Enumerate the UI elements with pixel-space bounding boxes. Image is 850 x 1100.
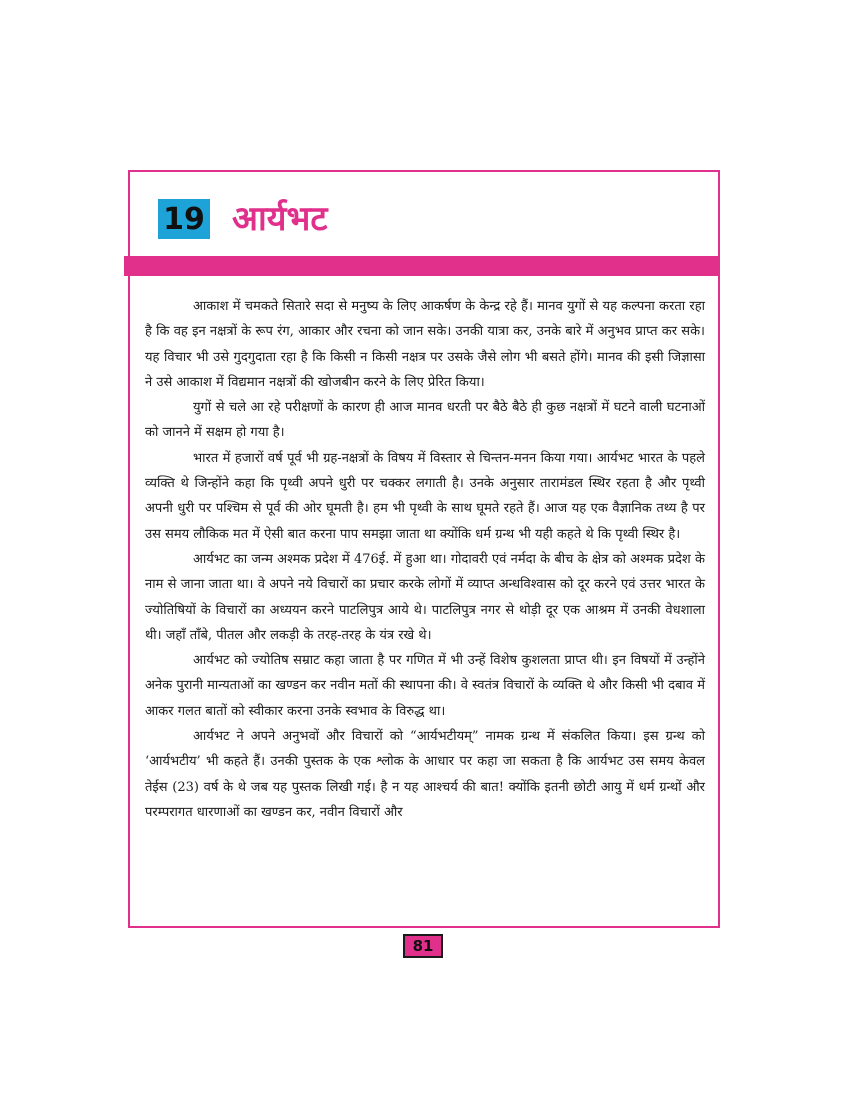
chapter-number-badge: 19 — [158, 199, 210, 239]
paragraph: आर्यभट ने अपने अनुभवों और विचारों को “आर्यभटीयम्” नामक ग्रन्थ में संकलित किया। इस ग्रन्थ को ‘आर्यभटीय’ भी कहते हैं। उनकी पुस्तक के एक श्लोक के आधार पर कहा जा सकता है कि आर्यभट उस समय केवल तेईस (23) वर्ष के थे जब यह पुस्तक लिखी गई। है न यह आश्चर्य की बात! क्योंकि इतनी छोटी आयु में धर्म ग्रन्थों और परम्परागत धारणाओं का खण्डन कर, नवीन विचारों और — [145, 729, 705, 820]
chapter-header — [158, 196, 328, 242]
paragraph: आर्यभट का जन्म अश्मक प्रदेश में 476ई. में हुआ था। गोदावरी एवं नर्मदा के बीच के क्षेत्र को अश्मक प्रदेश के नाम से जाना जाता था। वे अपने नये विचारों का प्रचार करके लोगों में व्याप्त अन्धविश्वास को दूर करने एवं उत्तर भारत के ज्योतिषियों के विचारों का अध्ययन करने पाटलिपुत्र आये थे। पाटलिपुत्र नगर से थोड़ी दूर एक आश्रम में उनकी वेधशाला थी। जहाँ ताँबे, पीतल और लकड़ी के तरह-तरह के यंत्र रखे थे। — [145, 551, 705, 643]
paragraph: भारत में हजारों वर्ष पूर्व भी ग्रह-नक्षत्रों के विषय में विस्तार से चिन्तन-मनन किया गया। आर्यभट भारत के पहले व्यक्ति थे जिन्होंने कहा कि पृथ्वी अपने धुरी पर चक्कर लगाती है। उनके अनुसार तारामंडल स्थिर रहता है और पृथ्वी अपनी धुरी पर पश्चिम से पूर्व की ओर घूमती है। हम भी पृथ्वी के साथ घूमते रहते हैं। आज यह एक वैज्ञानिक तथ्य है पर उस समय लौकिक मत में ऐसी बात करना पाप समझा जाता था क्योंकि धर्म ग्रन्थ भी यही कहते थे कि पृथ्वी स्थिर है। — [145, 450, 705, 542]
chapter-body — [145, 294, 705, 825]
paragraph: आकाश में चमकते सितारे सदा से मनुष्य के लिए आकर्षण के केन्द्र रहे हैं। मानव युगों से यह कल्पना करता रहा है कि वह इन नक्षत्रों के रूप रंग, आकार और रचना को जान सके। उनकी यात्रा कर, उनके बारे में अनुभव प्राप्त कर सके। यह विचार भी उसे गुदगुदाता रहा है कि किसी न किसी नक्षत्र पर उसके जैसे लोग भी बसते होंगे। मानव की इसी जिज्ञासा ने उसे आकाश में विद्यमान नक्षत्रों की खोजबीन करने के लिए प्रेरित किया। — [145, 299, 705, 390]
paragraph: आर्यभट को ज्योतिष सम्राट कहा जाता है पर गणित में भी उन्हें विशेष कुशलता प्राप्त थी। इन विषयों में उन्होंने अनेक पुरानी मान्यताओं का खण्डन कर नवीन मतों की स्थापना की। वे स्वतंत्र विचारों के व्यक्ति थे और किसी भी दबाव में आकर गलत बातों को स्वीकार करना उनके स्वभाव के विरुद्ध था। — [145, 653, 705, 719]
chapter-title: आर्यभट — [232, 199, 328, 239]
page-number: 81 — [403, 934, 443, 958]
paragraph: युगों से चले आ रहे परीक्षणों के कारण ही आज मानव धरती पर बैठे बैठे ही कुछ नक्षत्रों में घटने वाली घटनाओं को जानने में सक्षम हो गया है। — [145, 400, 705, 441]
header-divider-band — [124, 256, 720, 276]
